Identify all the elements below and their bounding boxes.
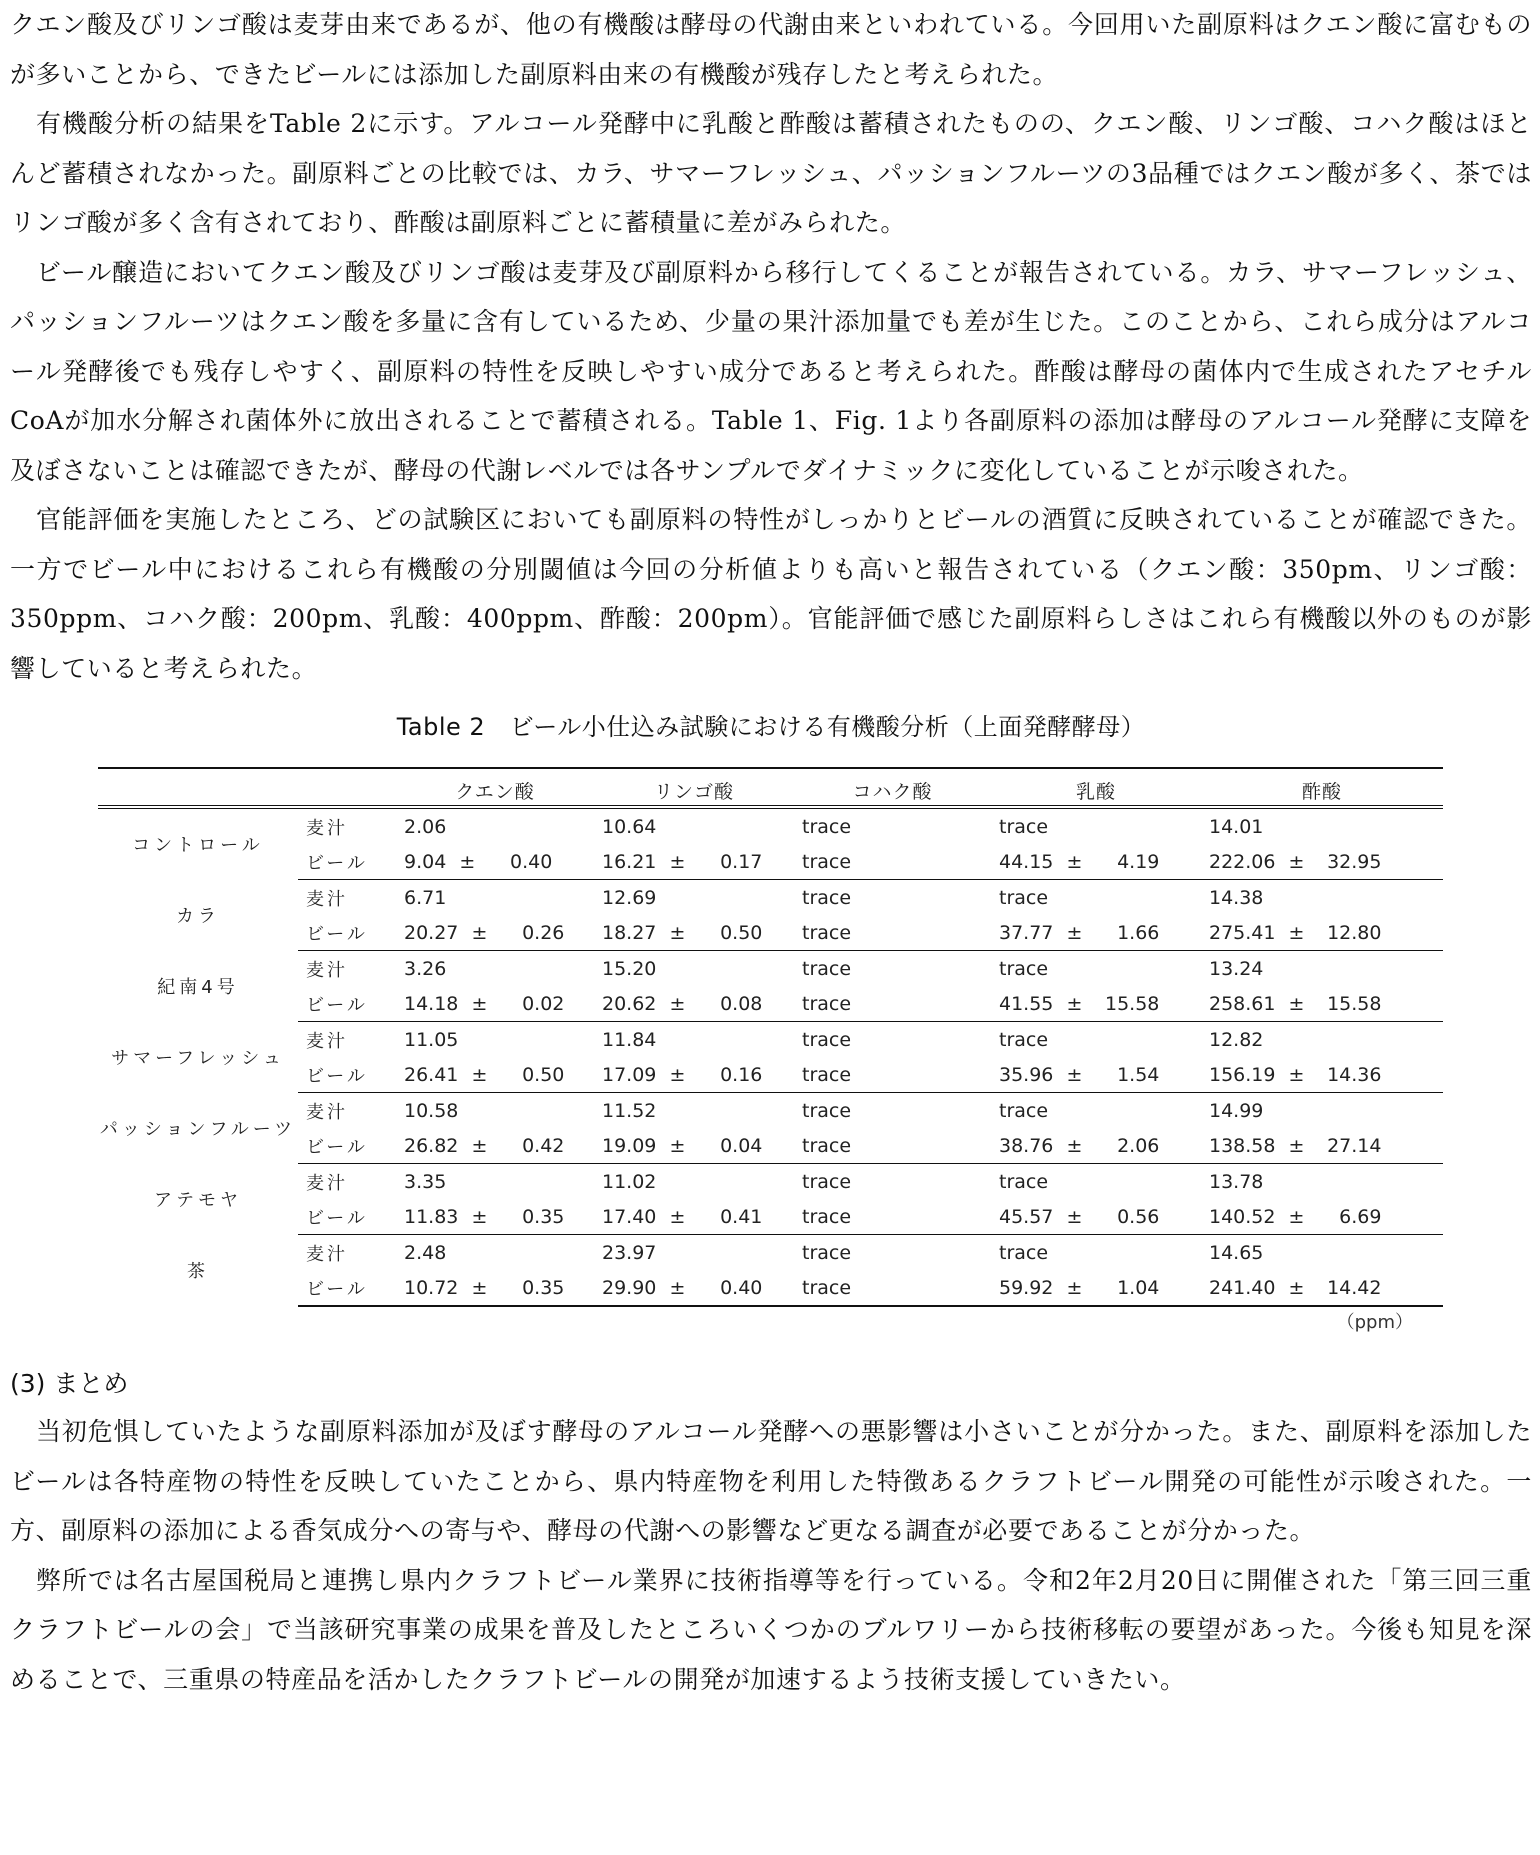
mean-value: 41.55 [999,992,1054,1015]
sd-value: 0.56 [1117,1205,1160,1228]
value-cell [396,1270,594,1306]
mean-value: 14.99 [1209,1099,1264,1122]
mean-value: 11.02 [602,1170,657,1193]
mean-value: 29.90 [602,1276,657,1299]
stage-label: ビール [298,1270,396,1306]
value-cell [1201,1199,1443,1235]
mean-value: trace [802,1205,852,1228]
value-cell [991,1199,1201,1235]
value-cell [396,1199,594,1235]
sd-value: 15.58 [1105,992,1160,1015]
mean-value: trace [999,886,1049,909]
value-cell [991,1022,1201,1058]
plus-minus-sign: ± [669,850,686,873]
sd-value: 12.80 [1327,921,1382,944]
sample-name: アテモヤ [154,1190,242,1211]
mean-value: 23.97 [602,1241,657,1264]
plus-minus-sign: ± [669,992,686,1015]
mean-value: 222.06 [1209,850,1276,873]
mean-value: 9.04 [404,850,447,873]
sd-value: 15.58 [1327,992,1382,1015]
plus-minus-sign: ± [471,1063,488,1086]
mean-value: trace [802,921,852,944]
value-cell [594,1093,794,1129]
plus-minus-sign: ± [669,1134,686,1157]
value-cell [794,1093,991,1129]
plus-minus-sign: ± [1288,992,1305,1015]
sd-value: 4.19 [1117,850,1160,873]
sd-value: 1.54 [1117,1063,1160,1086]
table-row [98,880,1443,916]
value-cell [594,1270,794,1306]
mean-value: trace [802,1241,852,1264]
value-cell [396,986,594,1022]
paragraph-sensory-evaluation: 官能評価を実施したところ、どの試験区においても副原料の特性がしっかりとビールの酒質に反映されていることが確認できた。一方でビール中におけるこれら有機酸の分別閾値は今回の分析値よりも高いと報告されている（クエン酸：350pm、リンゴ酸：350ppm、コハク酸：200pm、乳酸：400ppm、酢酸：200pm）。官能評価で感じた副原料らしさはこれら有機酸以外のものが影響していると考えられた。 [10,505,1532,683]
mean-value: 14.18 [404,992,459,1015]
header-blank-name [98,768,298,807]
table-row [98,1093,1443,1129]
sd-value: 0.04 [720,1134,763,1157]
mean-value: 26.82 [404,1134,459,1157]
header-citric-acid: クエン酸 [396,768,594,807]
table-row [98,1057,1443,1093]
value-cell [991,844,1201,880]
sd-value: 0.41 [720,1205,763,1228]
mean-value: 37.77 [999,921,1054,944]
plus-minus-sign: ± [669,1276,686,1299]
sd-value: 27.14 [1327,1134,1382,1157]
value-cell [991,1164,1201,1200]
value-cell [594,1199,794,1235]
value-cell [396,1235,594,1271]
header-lactic-acid: 乳酸 [991,768,1201,807]
mean-value: trace [802,1170,852,1193]
mean-value: 45.57 [999,1205,1054,1228]
mean-value: trace [802,1063,852,1086]
header-malic-acid: リンゴ酸 [594,768,794,807]
plus-minus-sign: ± [471,1205,488,1228]
organic-acid-table [98,767,1443,1307]
stage-label: 麦汁 [306,1030,348,1052]
mean-value: 20.62 [602,992,657,1015]
sd-value: 0.16 [720,1063,763,1086]
sd-value: 2.06 [1117,1134,1160,1157]
plus-minus-sign: ± [1288,850,1305,873]
value-cell [594,1128,794,1164]
sd-value: 14.42 [1327,1276,1382,1299]
header-succinic-acid: コハク酸 [794,768,991,807]
sample-name: サマーフレッシュ [111,1048,285,1069]
plus-minus-sign: ± [1066,850,1083,873]
plus-minus-sign: ± [1288,921,1305,944]
plus-minus-sign: ± [669,1063,686,1086]
mean-value: 18.27 [602,921,657,944]
paragraph-outreach: 弊所では名古屋国税局と連携し県内クラフトビール業界に技術指導等を行っている。令和2年2月20日に開催された「第三回三重クラフトビールの会」で当該研究事業の成果を普及したところいくつかのブルワリーから技術移転の要望があった。今後も知見を深めることで、三重県の特産品を活かしたクラフトビールの開発が加速するよう技術支援していきたい。 [10,1565,1532,1694]
header-acetic-acid: 酢酸 [1201,768,1443,807]
mean-value: 14.01 [1209,815,1264,838]
mean-value: trace [999,1170,1049,1193]
sd-value: 0.35 [522,1276,565,1299]
mean-value: 16.21 [602,850,657,873]
mean-value: 3.35 [404,1170,447,1193]
mean-value: 26.41 [404,1063,459,1086]
value-cell [594,1057,794,1093]
mean-value: 10.72 [404,1276,459,1299]
sample-name: カラ [176,906,220,927]
table-row [98,986,1443,1022]
value-cell [991,951,1201,987]
value-cell [991,807,1201,844]
header-blank-stage [298,768,396,807]
sample-name: 茶 [187,1261,209,1283]
value-cell [594,986,794,1022]
organic-acid-table-wrap [98,767,1443,1339]
mean-value: 14.65 [1209,1241,1264,1264]
plus-minus-sign: ± [669,921,686,944]
value-cell [991,1093,1201,1129]
table-caption: Table 2 ビール小仕込み試験における有機酸分析（上面発酵酵母） [396,713,1146,741]
value-cell [794,1235,991,1271]
table-row [98,807,1443,844]
value-cell [594,844,794,880]
plus-minus-sign: ± [1066,992,1083,1015]
mean-value: 14.38 [1209,886,1264,909]
mean-value: 38.76 [999,1134,1054,1157]
mean-value: 6.71 [404,886,447,909]
section-heading-summary: (3) まとめ [10,1369,129,1398]
mean-value: 258.61 [1209,992,1276,1015]
mean-value: 11.83 [404,1205,459,1228]
mean-value: 20.27 [404,921,459,944]
paragraph-brewing-discussion: ビール醸造においてクエン酸及びリンゴ酸は麦芽及び副原料から移行してくることが報告されている。カラ、サマーフレッシュ、パッションフルーツはクエン酸を多量に含有しているため、少量の果汁添加量でも差が生じた。このことから、これら成分はアルコール発酵後でも残存しやすく、副原料の特性を反映しやすい成分であると考えられた。酢酸は酵母の菌体内で生成されたアセチルCoAが加水分解され菌体外に放出されることで蓄積される。Table 1、Fig. 1より各副原料の添加は酵母のアルコール発酵に支障を及ぼさないことは確認できたが、酵母の代謝レベルでは各サンプルでダイナミックに変化していることが示唆された。 [10,257,1532,485]
value-cell [991,1270,1201,1306]
table-body [98,807,1443,1306]
value-cell [1201,1164,1443,1200]
mean-value: 275.41 [1209,921,1276,944]
mean-value: trace [802,1099,852,1122]
sd-value: 0.35 [522,1205,565,1228]
value-cell [794,915,991,951]
value-cell [1201,844,1443,880]
sd-value: 0.17 [720,850,763,873]
sd-value: 14.36 [1327,1063,1382,1086]
sd-value: 0.42 [522,1134,565,1157]
value-cell [1201,1093,1443,1129]
sd-value: 0.50 [522,1063,565,1086]
value-cell [594,807,794,844]
value-cell [1201,1128,1443,1164]
value-cell [594,1235,794,1271]
value-cell [1201,1057,1443,1093]
paragraph-analysis-results: 有機酸分析の結果をTable 2に示す。アルコール発酵中に乳酸と酢酸は蓄積されたものの、クエン酸、リンゴ酸、コハク酸はほとんど蓄積されなかった。副原料ごとの比較では、カラ、サマーフレッシュ、パッションフルーツの3品種ではクエン酸が多く、茶ではリンゴ酸が多く含有されており、酢酸は副原料ごとに蓄積量に差がみられた。 [10,109,1532,237]
document-page [10,0,1532,1704]
value-cell [991,986,1201,1022]
plus-minus-sign: ± [471,921,488,944]
sd-value: 0.02 [522,992,565,1015]
value-cell [991,1057,1201,1093]
plus-minus-sign: ± [1288,1276,1305,1299]
value-cell [396,807,594,844]
sd-value: 32.95 [1327,850,1382,873]
mean-value: trace [802,1276,852,1299]
table-row [98,1270,1443,1306]
mean-value: 12.69 [602,886,657,909]
sample-name: 紀南4号 [157,977,239,998]
mean-value: 13.78 [1209,1170,1264,1193]
sd-value: 0.50 [720,921,763,944]
sd-value: 1.04 [1117,1276,1160,1299]
mean-value: 140.52 [1209,1205,1276,1228]
mean-value: 156.19 [1209,1063,1276,1086]
table-row [98,951,1443,987]
plus-minus-sign: ± [1066,1276,1083,1299]
value-cell [396,1128,594,1164]
plus-minus-sign: ± [459,850,476,873]
plus-minus-sign: ± [471,992,488,1015]
table-row [98,915,1443,951]
value-cell [594,1022,794,1058]
plus-minus-sign: ± [1288,1205,1305,1228]
stage-label: 麦汁 [306,817,348,839]
mean-value: 11.05 [404,1028,459,1051]
plus-minus-sign: ± [471,1276,488,1299]
mean-value: 17.09 [602,1063,657,1086]
stage-label: 麦汁 [306,1101,348,1123]
mean-value: 19.09 [602,1134,657,1157]
stage-label: ビール [298,1128,396,1164]
value-cell [594,915,794,951]
value-cell [794,1270,991,1306]
table-row [98,1128,1443,1164]
value-cell [396,1057,594,1093]
mean-value: 11.52 [602,1099,657,1122]
mean-value: trace [802,1134,852,1157]
stage-label: ビール [298,915,396,951]
table-row [98,1022,1443,1058]
value-cell [794,951,991,987]
mean-value: 17.40 [602,1205,657,1228]
value-cell [794,1022,991,1058]
value-cell [594,951,794,987]
value-cell [794,1199,991,1235]
stage-label: 麦汁 [306,888,348,910]
value-cell [1201,880,1443,916]
value-cell [794,807,991,844]
value-cell [396,880,594,916]
sd-value: 0.26 [522,921,565,944]
table-row [98,1164,1443,1200]
value-cell [396,951,594,987]
value-cell [794,880,991,916]
mean-value: 15.20 [602,957,657,980]
paragraph-summary: 当初危惧していたような副原料添加が及ぼす酵母のアルコール発酵への悪影響は小さいことが分かった。また、副原料を添加したビールは各特産物の特性を反映していたことから、県内特産物を利用した特徴あるクラフトビール開発の可能性が示唆された。一方、副原料の添加による香気成分への寄与や、酵母の代謝への影響など更なる調査が必要であることが分かった。 [10,1417,1532,1545]
value-cell [991,1128,1201,1164]
mean-value: 12.82 [1209,1028,1264,1051]
sample-name: コントロール [132,835,264,857]
mean-value: trace [999,957,1049,980]
plus-minus-sign: ± [1066,1205,1083,1228]
stage-label: 麦汁 [306,1243,348,1265]
plus-minus-sign: ± [1288,1134,1305,1157]
sd-value: 0.40 [720,1276,763,1299]
value-cell [1201,807,1443,844]
value-cell [1201,951,1443,987]
value-cell [1201,915,1443,951]
mean-value: 138.58 [1209,1134,1276,1157]
mean-value: 59.92 [999,1276,1054,1299]
sd-value: 6.69 [1339,1205,1382,1228]
mean-value: 44.15 [999,850,1054,873]
mean-value: 10.58 [404,1099,459,1122]
mean-value: 2.06 [404,815,447,838]
mean-value: trace [802,957,852,980]
table-row [98,844,1443,880]
value-cell [794,986,991,1022]
value-cell [794,1057,991,1093]
plus-minus-sign: ± [1066,921,1083,944]
plus-minus-sign: ± [669,1205,686,1228]
value-cell [991,1235,1201,1271]
mean-value: trace [802,815,852,838]
sample-name: パッションフルーツ [99,1119,297,1140]
stage-label: ビール [298,986,396,1022]
plus-minus-sign: ± [1288,1063,1305,1086]
value-cell [1201,1270,1443,1306]
value-cell [396,844,594,880]
value-cell [1201,1235,1443,1271]
value-cell [794,1128,991,1164]
table-row [98,1235,1443,1271]
sd-value: 1.66 [1117,921,1160,944]
mean-value: trace [802,992,852,1015]
value-cell [991,915,1201,951]
table-header-row [98,768,1443,807]
stage-label: 麦汁 [306,1172,348,1194]
mean-value: trace [999,1241,1049,1264]
mean-value: 3.26 [404,957,447,980]
table-unit-label: （ppm） [1336,1312,1413,1333]
value-cell [396,1093,594,1129]
plus-minus-sign: ± [1066,1063,1083,1086]
table-row [98,1199,1443,1235]
stage-label: ビール [298,1057,396,1093]
value-cell [594,880,794,916]
value-cell [1201,986,1443,1022]
mean-value: 10.64 [602,815,657,838]
value-cell [594,1164,794,1200]
stage-label: ビール [298,844,396,880]
mean-value: trace [999,1028,1049,1051]
mean-value: trace [802,886,852,909]
mean-value: 13.24 [1209,957,1264,980]
mean-value: 11.84 [602,1028,657,1051]
stage-label: 麦汁 [306,959,348,981]
sd-value: 0.08 [720,992,763,1015]
mean-value: trace [802,1028,852,1051]
value-cell [396,915,594,951]
mean-value: 35.96 [999,1063,1054,1086]
mean-value: 2.48 [404,1241,447,1264]
value-cell [991,880,1201,916]
mean-value: trace [999,1099,1049,1122]
mean-value: trace [802,850,852,873]
mean-value: trace [999,815,1049,838]
value-cell [794,844,991,880]
value-cell [1201,1022,1443,1058]
value-cell [794,1164,991,1200]
mean-value: 241.40 [1209,1276,1276,1299]
paragraph-organic-acid-origin: クエン酸及びリンゴ酸は麦芽由来であるが、他の有機酸は酵母の代謝由来といわれている。今回用いた副原料はクエン酸に富むものが多いことから、できたビールには添加した副原料由来の有機酸が残存したと考えられた。 [10,10,1532,89]
plus-minus-sign: ± [1066,1134,1083,1157]
sd-value: 0.40 [510,850,553,873]
plus-minus-sign: ± [471,1134,488,1157]
value-cell [396,1022,594,1058]
stage-label: ビール [298,1199,396,1235]
value-cell [396,1164,594,1200]
